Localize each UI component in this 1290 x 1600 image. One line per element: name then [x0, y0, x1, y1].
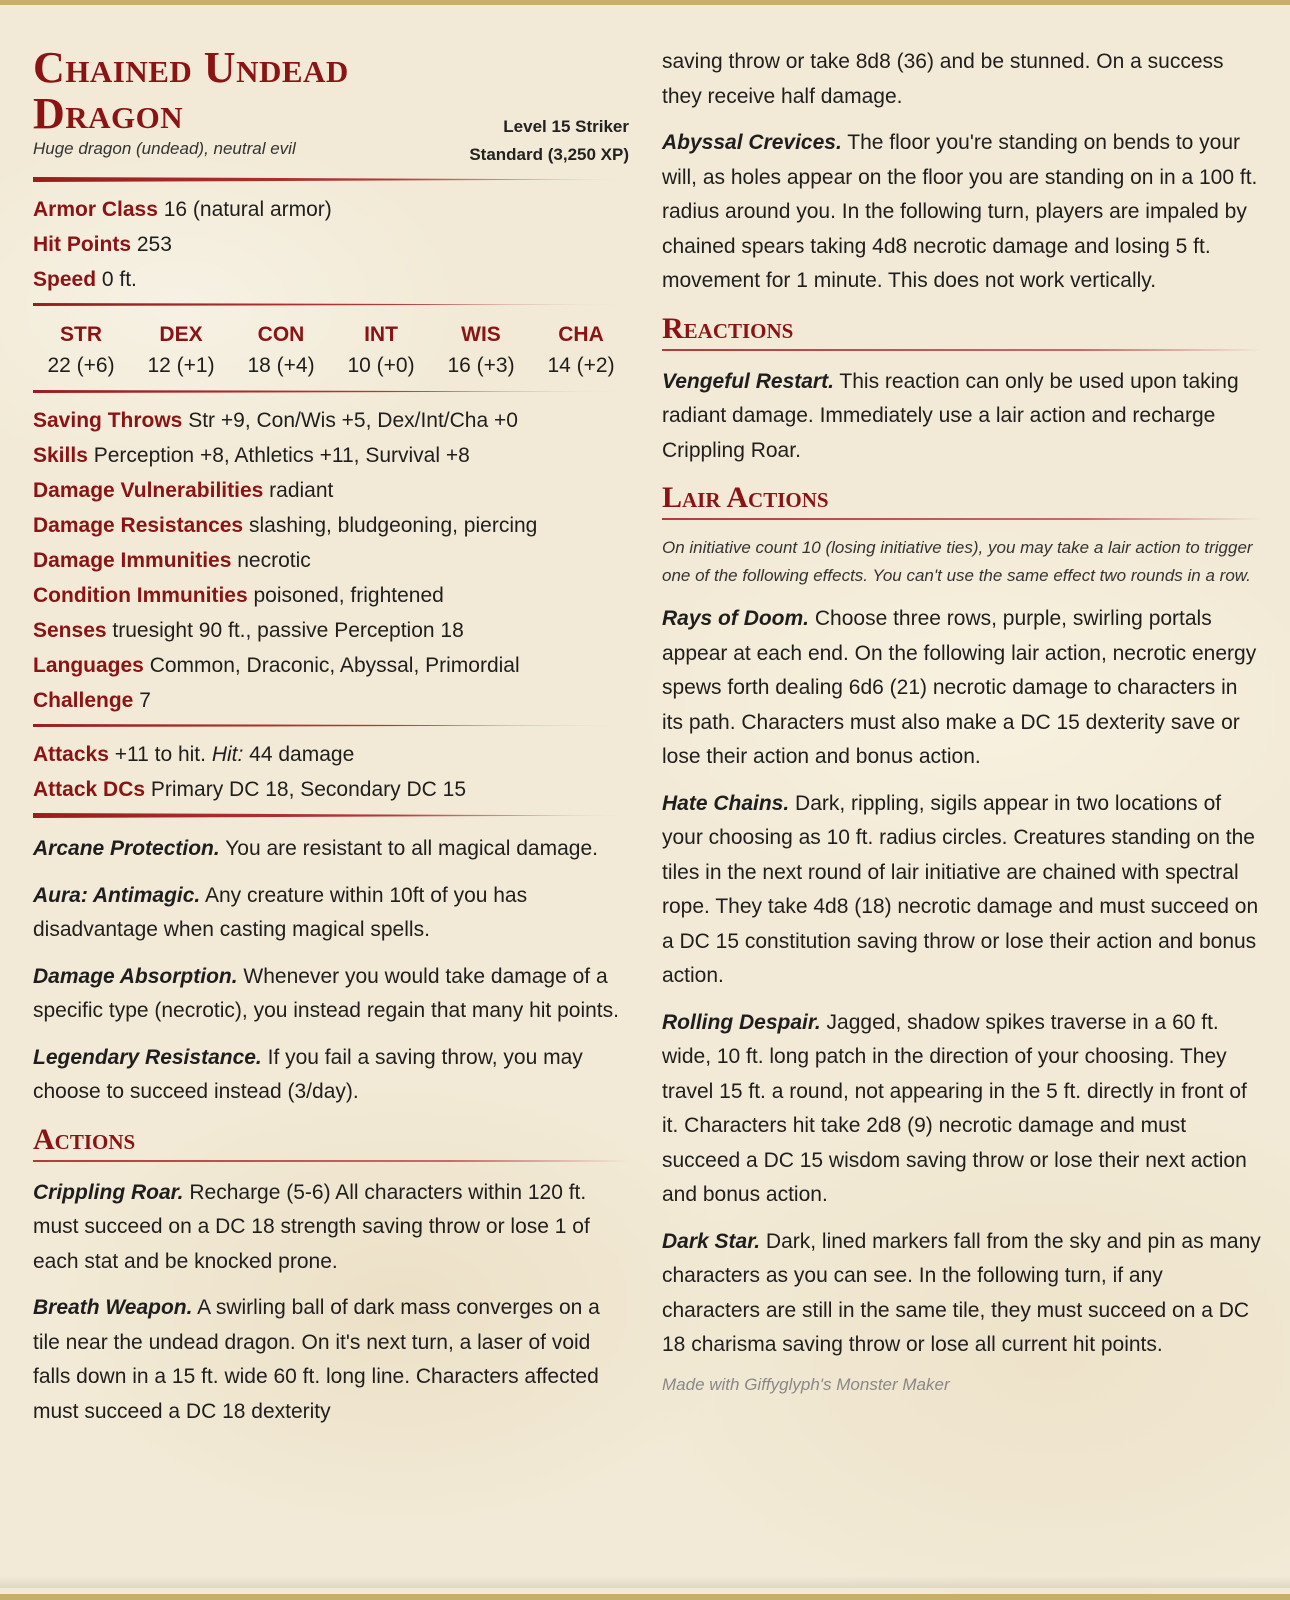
section-divider: [33, 303, 629, 306]
damage-resistances: Damage Resistances slashing, bludgeoning, piercing: [33, 514, 538, 537]
section-rule: [662, 518, 1262, 520]
ability-int: INT 10 (+0): [347, 323, 415, 377]
monster-name: Chained Undead Dragon: [33, 43, 349, 138]
damage-immunities: Damage Immunities necrotic: [33, 549, 311, 572]
monster-level: Level 15 Striker: [503, 117, 629, 136]
lair-action-hate-chains: Hate Chains. Dark, rippling, sigils appear in two locations of your choosing as 10 ft. radius circles. Creatures standing on the tiles in the next round of lair initiative are chained with spectral rope. They take 4d8 (18) necrotic damage and must succeed on a DC 15 constitution saving throw or lose their action and bonus action.: [662, 791, 1259, 987]
actions-list: [33, 1176, 629, 1430]
challenge: Challenge 7: [33, 689, 151, 712]
ability-str: STR 22 (+6): [47, 323, 115, 377]
action-breath-weapon: Breath Weapon. A swirling ball of dark mass converges on a tile near the undead dragon. On it's next turn, a laser of void falls down in a 15 ft. wide 60 ft. long line. Characters affected must succeed a DC 18 dexterity: [33, 1296, 600, 1423]
senses: Senses truesight 90 ft., passive Perception 18: [33, 619, 464, 642]
lair-action-dark-star: Dark Star. Dark, lined markers fall from the sky and pin as many characters as you can see. In the following turn, if any characters are still in the same tile, they must succeed on a DC 18 charisma saving throw or lose all current hit points.: [662, 1229, 1261, 1356]
section-divider: [33, 177, 629, 182]
trait-legendary-resistance: Legendary Resistance. If you fail a saving throw, you may choose to succeed instead (3/day).: [33, 1045, 583, 1103]
action-crippling-roar: Crippling Roar. Recharge (5-6) All characters within 120 ft. must succeed on a DC 18 strength saving throw or lose 1 of each stat and be knocked prone.: [33, 1180, 590, 1273]
stat-block-header: [33, 41, 629, 171]
action-abyssal-crevices: Abyssal Crevices. The floor you're standing on bends to your will, as holes appear on the floor you are standing on in a 100 ft. radius around you. In the following turn, players are impaled by chained spears taking 4d8 necrotic damage and losing 5 ft. movement for 1 minute. This does not work vertically.: [662, 131, 1258, 292]
left-column: [33, 41, 629, 1441]
speed: Speed 0 ft.: [33, 268, 137, 291]
trait-damage-absorption: Damage Absorption. Whenever you would take damage of a specific type (necrotic), you instead regain that many hit points.: [33, 964, 619, 1022]
lair-action-rolling-despair: Rolling Despair. Jagged, shadow spikes traverse in a 60 ft. wide, 10 ft. long patch in the direction of your choosing. They travel 15 ft. a round, not appearing in the 5 ft. directly in front of it. Characters hit take 2d8 (9) necrotic damage and must succeed a DC 15 wisdom saving throw or lose their next action and bonus action.: [662, 1010, 1247, 1206]
languages: Languages Common, Draconic, Abyssal, Primordial: [33, 654, 520, 677]
actions-heading: Actions: [33, 1122, 136, 1156]
section-divider: [33, 813, 629, 818]
ability-dex: DEX 12 (+1): [147, 323, 215, 377]
reactions-heading: Reactions: [662, 311, 794, 345]
ability-cha: CHA 14 (+2): [547, 323, 615, 377]
monster-type-line: Huge dragon (undead), neutral evil: [33, 139, 296, 158]
damage-vulnerabilities: Damage Vulnerabilities radiant: [33, 479, 334, 502]
saving-throws: Saving Throws Str +9, Con/Wis +5, Dex/Int/Cha +0: [33, 409, 518, 432]
footer-credit: Made with Giffyglyph's Monster Maker: [662, 1374, 950, 1394]
lair-actions-heading: Lair Actions: [662, 481, 829, 514]
ability-con: CON 18 (+4): [247, 323, 315, 377]
trait-arcane-protection: Arcane Protection. You are resistant to all magical damage.: [33, 837, 598, 860]
section-divider: [33, 724, 629, 727]
ability-scores: [33, 316, 629, 384]
condition-immunities: Condition Immunities poisoned, frightened: [33, 584, 444, 607]
reaction-vengeful-restart: Vengeful Restart. This reaction can only be used upon taking radiant damage. Immediately use a lair action and recharge Crippling Roar.: [662, 369, 1239, 462]
attacks: Attacks +11 to hit. Hit: 44 damage: [33, 743, 355, 766]
lair-action-rays-of-doom: Rays of Doom. Choose three rows, purple, swirling portals appear at each end. On the following lair action, necrotic energy spews forth dealing 6d6 (21) necrotic damage to characters in its path. Characters must also make a DC 15 dexterity save or lose their action and bonus action.: [662, 607, 1257, 768]
page-edge-shadow: [0, 1576, 1290, 1588]
skills: Skills Perception +8, Athletics +11, Survival +8: [33, 444, 470, 467]
traits-list: [33, 832, 629, 1110]
monster-level-block: [469, 113, 629, 169]
action-breath-weapon-continued: saving throw or take 8d8 (36) and be stunned. On a success they receive half damage.: [662, 50, 1224, 108]
attack-dcs: Attack DCs Primary DC 18, Secondary DC 15: [33, 778, 467, 801]
trait-aura-antimagic: Aura: Antimagic. Any creature within 10ft of you has disadvantage when casting magical spells.: [33, 883, 528, 941]
ability-wis: WIS 16 (+3): [447, 323, 515, 377]
properties-list: [33, 403, 629, 718]
section-rule: [33, 1160, 629, 1162]
section-divider: [33, 390, 629, 393]
attacks-block: [33, 737, 629, 807]
lair-actions-intro: On initiative count 10 (losing initiative ties), you may take a lair action to trigger one of the following effects. You can't use the same effect two rounds in a row.: [662, 538, 1253, 585]
section-rule: [662, 349, 1262, 351]
monster-role-xp: Standard (3,250 XP): [469, 145, 629, 164]
hit-points: Hit Points 253: [33, 233, 172, 256]
armor-class: Armor Class 16 (natural armor): [33, 198, 332, 221]
right-column: [662, 45, 1262, 1395]
basic-stats: [33, 192, 629, 297]
